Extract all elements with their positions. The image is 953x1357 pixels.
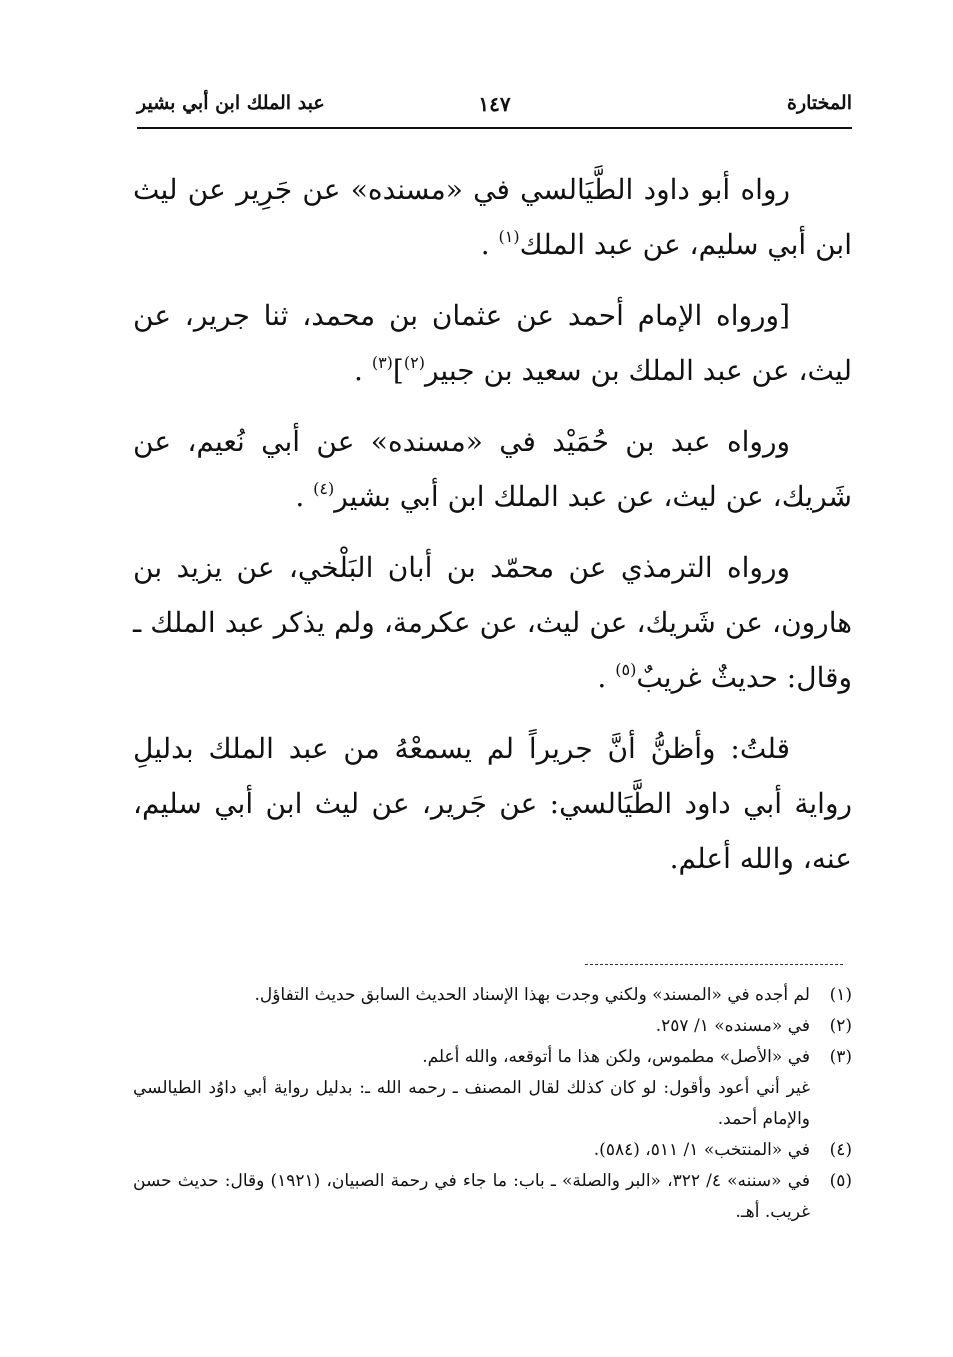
footnote-number: (٥) — [829, 1171, 852, 1191]
footnote-4 — [133, 1135, 852, 1166]
page-number: ١٤٧ — [478, 92, 511, 116]
main-text — [133, 162, 852, 902]
footnote-ref: (١) — [498, 226, 520, 246]
footnote-2 — [133, 1011, 852, 1042]
paragraph-3 — [133, 414, 852, 524]
footnote-text: في «المنتخب» ١/ ٥١١، (٥٨٤). — [593, 1140, 810, 1160]
footnote-text: في «مسنده» ١/ ٢٥٧. — [655, 1016, 810, 1036]
footnote-text: لم أجده في «المسند» ولكني وجدت بهذا الإسناد الحديث السابق حديث التفاؤل. — [254, 985, 810, 1005]
paragraph-tail: . — [597, 661, 607, 694]
header-section-title: عبد الملك ابن أبي بشير — [137, 92, 325, 114]
footnote-text: في «الأصل» مطموس، ولكن هذا ما أتوقعه، والله أعلم. — [422, 1047, 810, 1067]
footnote-ref: (٢) — [403, 352, 425, 372]
footnote-ref: (٤) — [313, 478, 335, 498]
paragraph-2 — [133, 288, 852, 398]
footnote-ref: (٣) — [371, 352, 393, 372]
paragraph-tail: . — [295, 480, 305, 513]
paragraph-tail: . — [354, 354, 363, 387]
paragraph-text: رواه أبو داود الطَّيَالسي في «مسنده» عن جَرِير عن ليث ابن أبي سليم، عن عبد الملك — [133, 173, 852, 261]
header-divider — [137, 127, 852, 129]
footnote-divider — [585, 964, 843, 965]
footnote-number: (٤) — [829, 1140, 852, 1160]
paragraph-4 — [133, 540, 852, 705]
running-header — [137, 92, 852, 126]
paragraph-tail: . — [480, 228, 490, 261]
footnote-number: (٣) — [829, 1047, 852, 1067]
header-book-title: المختارة — [787, 92, 852, 114]
footnote-ref: (٥) — [615, 659, 637, 679]
footnote-number: (١) — [829, 985, 852, 1005]
footnote-5 — [133, 1166, 852, 1228]
paragraph-5 — [133, 721, 852, 886]
footnote-1 — [133, 980, 852, 1011]
bracket-close: ] — [392, 354, 404, 387]
paragraph-text: قلتُ: وأظنُّ أنَّ جريراً لم يسمعْهُ من عبد الملك بدليلِ رواية أبي داود الطَّيَالسي: عن جَرير، عن ليث ابن أبي سليم، عنه، والله أعلم. — [133, 732, 852, 875]
footnote-continuation: غير أني أعود وأقول: لو كان كذلك لقال المصنف ـ رحمه الله ـ: بدليل رواية أبي داوُد الطيالسي والإمام أحمد. — [133, 1078, 810, 1129]
footnote-text: في «سننه» ٤/ ٣٢٢، «البر والصلة» ـ باب: ما جاء في رحمة الصبيان، (١٩٢١) وقال: حديث حسن غريب. أهـ. — [133, 1171, 810, 1222]
paragraph-1 — [133, 162, 852, 272]
footnote-number: (٢) — [829, 1016, 852, 1036]
paragraph-text: ورواه عبد بن حُمَيْد في «مسنده» عن أبي نُعيم، عن شَريك، عن ليث، عن عبد الملك ابن أبي بشير — [133, 425, 852, 513]
paragraph-text: [ورواه الإمام أحمد عن عثمان بن محمد، ثنا جرير، عن ليث، عن عبد الملك بن سعيد بن جبير — [133, 299, 852, 387]
footnotes — [133, 980, 852, 1228]
paragraph-text: ورواه الترمذي عن محمّد بن أبان البَلْخي، عن يزيد بن هارون، عن شَريك، عن ليث، عن عكرمة، ولم يذكر عبد الملك ـ وقال: حديثٌ غريبٌ — [133, 551, 852, 694]
footnote-3 — [133, 1042, 852, 1135]
